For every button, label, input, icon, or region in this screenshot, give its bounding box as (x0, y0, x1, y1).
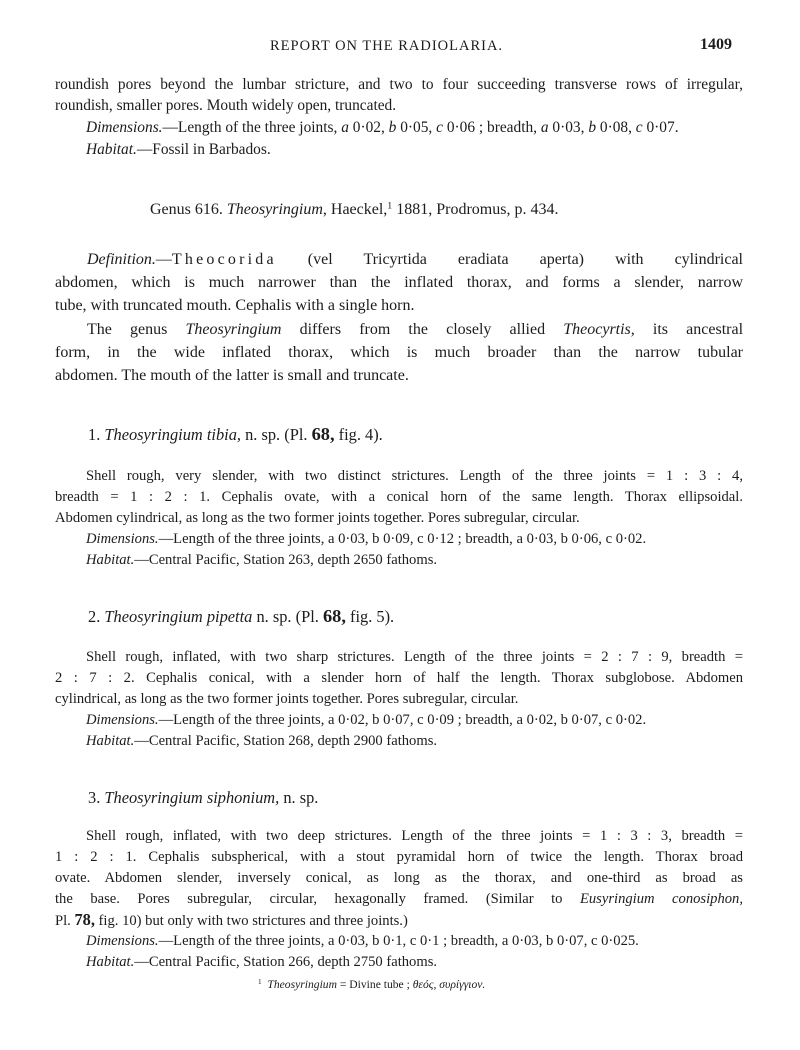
species-1-desc-3: Abdomen cylindrical, as long as the two former joints together. Pores subregular, circular. (55, 510, 580, 526)
species-2-desc-1: Shell rough, inflated, with two sharp strictures. Length of the three joints = 2 : 7 : 9, breadth = (86, 649, 743, 665)
definition-p2-line-3: abdomen. The mouth of the latter is small and truncate. (55, 367, 409, 384)
species-1-habitat: Habitat.—Central Pacific, Station 263, depth 2650 fathoms. (86, 552, 438, 568)
species-2-desc-3: cylindrical, as long as the two former joints together. Pores subregular, circular. (55, 691, 519, 707)
species-2-dimensions: Dimensions.—Length of the three joints, a 0·02, b 0·07, c 0·09 ; breadth, a 0·02, b 0·07, c 0·02. (86, 712, 647, 728)
species-3-habitat: Habitat.—Central Pacific, Station 266, depth 2750 fathoms. (86, 954, 438, 970)
habitat-label: Habitat. (86, 141, 137, 158)
plate-number: 68, (311, 424, 335, 444)
genus-heading: Genus 616. Theosyringium, Haeckel,$^1$ 1881, Prodromus, p. 434. (150, 200, 559, 218)
species-2-heading: 2. Theosyringium pipetta n. sp. (Pl. 68, fig. 5). (88, 606, 395, 626)
definition-p2-line-1: The genus Theosyringium differs from the closely allied Theocyrtis, its ancestral (87, 321, 744, 338)
plate-number: 68, (322, 606, 346, 626)
species-3-dimensions: Dimensions.—Length of the three joints, a 0·03, b 0·1, c 0·1 ; breadth, a 0·03, b 0·07, c 0·025. (86, 933, 639, 949)
prev-dimensions: Dimensions.—Length of the three joints, a 0·02, b 0·05, c 0·06 ; breadth, a 0·03, b 0·08, c 0·07. (86, 119, 679, 136)
species-2-habitat: Habitat.—Central Pacific, Station 268, depth 2900 fathoms. (86, 733, 438, 749)
family-name-spaced: Theocorida (171, 251, 277, 268)
species-1-dimensions: Dimensions.—Length of the three joints, a 0·03, b 0·09, c 0·12 ; breadth, a 0·03, b 0·06, c 0·02. (86, 531, 647, 547)
species-3-desc-2: 1 : 2 : 1. Cephalis subspherical, with a stout pyramidal horn of twice the length. Thorax broad (55, 849, 743, 865)
definition-label: Definition. (87, 251, 156, 268)
species-1-desc-1: Shell rough, very slender, with two distinct strictures. Length of the three joints = 1 : 3 : 4, (86, 468, 743, 484)
running-title: REPORT ON THE RADIOLARIA. (270, 38, 504, 54)
definition-p2-line-2: form, in the wide inflated thorax, which is much broader than the narrow tubular (55, 344, 743, 361)
plate-number: 78, (74, 910, 95, 929)
species-3-desc-5: Pl. 78, fig. 10) but only with two strictures and three joints.) (55, 910, 408, 929)
prev-habitat: Habitat.—Fossil in Barbados. (86, 141, 271, 158)
definition-line-3: tube, with truncated mouth. Cephalis with a single horn. (55, 297, 415, 314)
definition-line-1: Definition.—Theocorida (vel Tricyrtida eradiata aperta) with cylindrical (87, 251, 743, 268)
page-number: 1409 (700, 36, 732, 53)
species-3-desc-1: Shell rough, inflated, with two deep strictures. Length of the three joints = 1 : 3 : 3, breadth = (86, 828, 743, 844)
prev-text-line-2: roundish, smaller pores. Mouth widely open, truncated. (55, 97, 397, 114)
footnote-number: 1 (258, 978, 262, 987)
running-header (270, 36, 503, 56)
footnote-ref: 1 (387, 200, 393, 212)
species-1-heading: 1. Theosyringium tibia, n. sp. (Pl. 68, fig. 4). (88, 424, 383, 444)
dimensions-label: Dimensions. (86, 119, 163, 136)
species-3-desc-3: ovate. Abdomen slender, inversely conical, as long as the thorax, and one-third as broad as (55, 870, 743, 886)
definition-line-2: abdomen, which is much narrower than the inflated thorax, and forms a slender, narrow (55, 274, 743, 291)
species-2-desc-2: 2 : 7 : 2. Cephalis conical, with a slender horn of half the length. Thorax subglobose. Abdomen (55, 670, 743, 686)
genus-name: Theosyringium (226, 201, 323, 218)
species-1-desc-2: breadth = 1 : 2 : 1. Cephalis ovate, with a conical horn of the same length. Thorax ellipsoidal. (55, 489, 743, 505)
prev-text-line-1: roundish pores beyond the lumbar stricture, and two to four succeeding transverse rows of irregular, (55, 76, 743, 93)
species-3-heading: 3. Theosyringium siphonium, n. sp. (88, 788, 319, 807)
footnote: $^1$ Theosyringium = Divine tube ; θεός, συρίγγιον. (258, 978, 486, 991)
species-3-desc-4: the base. Pores subregular, circular, hexagonally framed. (Similar to Eusyringium conosiphon, (55, 891, 743, 907)
